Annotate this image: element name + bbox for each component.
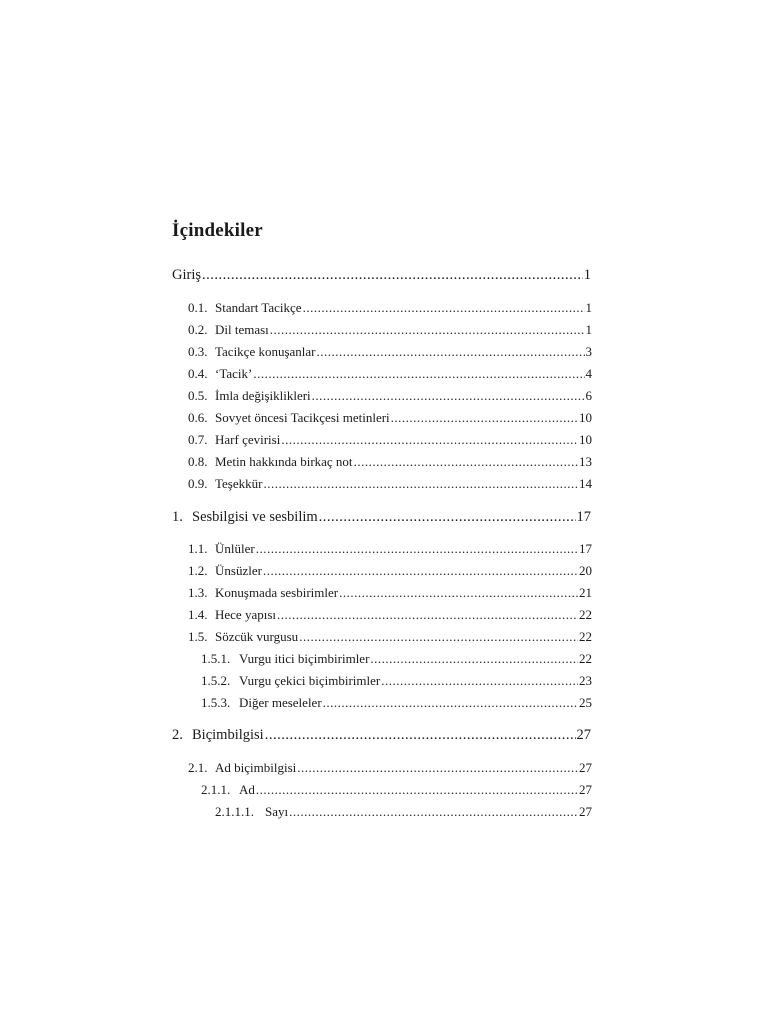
toc-entry-number: 1.5.2. bbox=[201, 673, 231, 688]
dot-leader bbox=[299, 629, 578, 645]
toc-title: İçindekiler bbox=[172, 220, 263, 241]
toc-entry-number: 0.3. bbox=[188, 344, 208, 359]
toc-entry-label: Ad bbox=[239, 782, 255, 797]
toc-entry-page: 22 bbox=[579, 629, 592, 644]
toc-entry[interactable] bbox=[188, 541, 592, 557]
dot-leader bbox=[289, 804, 578, 820]
toc-entry-label: Ad biçimbilgisi bbox=[215, 760, 297, 775]
toc-entry-page: 20 bbox=[579, 563, 592, 578]
toc-entry-page: 14 bbox=[579, 476, 592, 491]
toc-entry-label: Diğer meseleler bbox=[239, 695, 322, 710]
toc-entry-label: Vurgu çekici biçimbirimler bbox=[239, 673, 381, 688]
toc-entry-number: 0.9. bbox=[188, 476, 208, 491]
toc-entry-label: Sovyet öncesi Tacikçesi metinleri bbox=[215, 410, 390, 425]
toc-entry-number: 0.1. bbox=[188, 300, 208, 315]
toc-entry[interactable] bbox=[188, 454, 592, 470]
toc-entry[interactable] bbox=[172, 509, 591, 525]
toc-entry-number: 1.4. bbox=[188, 607, 208, 622]
dot-leader bbox=[317, 344, 585, 360]
toc-entry-page: 27 bbox=[576, 727, 591, 743]
dot-leader bbox=[281, 432, 578, 448]
toc-entry-number: 1.5.3. bbox=[201, 695, 231, 710]
dot-leader bbox=[370, 651, 578, 667]
dot-leader bbox=[265, 727, 576, 743]
toc-entry[interactable] bbox=[188, 300, 592, 316]
toc-entry-number: 1. bbox=[172, 509, 183, 525]
toc-entry[interactable] bbox=[201, 782, 592, 798]
toc-entry-number: 0.6. bbox=[188, 410, 208, 425]
toc-entry-page: 1 bbox=[583, 267, 591, 283]
toc-entry-number: 2.1.1. bbox=[201, 782, 231, 797]
toc-entry-page: 6 bbox=[585, 388, 592, 403]
dot-leader bbox=[319, 509, 576, 525]
toc-entry-page: 17 bbox=[579, 541, 592, 556]
toc-entry-label: Metin hakkında birkaç not bbox=[215, 454, 353, 469]
toc-entry-page: 23 bbox=[579, 673, 592, 688]
toc-entry-number: 1.2. bbox=[188, 563, 208, 578]
toc-entry-label: Biçimbilgisi bbox=[192, 727, 264, 743]
toc-entry-number: 1.1. bbox=[188, 541, 208, 556]
toc-entry[interactable] bbox=[188, 476, 592, 492]
toc-entry[interactable] bbox=[201, 695, 592, 711]
toc-entry[interactable] bbox=[188, 760, 592, 776]
toc-entry-number: 0.8. bbox=[188, 454, 208, 469]
toc-entry-number: 1.5. bbox=[188, 629, 208, 644]
toc-entry[interactable] bbox=[188, 585, 592, 601]
dot-leader bbox=[381, 673, 578, 689]
toc-entry-label: Dil teması bbox=[215, 322, 269, 337]
toc-entry-label: Sözcük vurgusu bbox=[215, 629, 299, 644]
toc-entry[interactable] bbox=[188, 388, 592, 404]
toc-entry[interactable] bbox=[201, 673, 592, 689]
toc-entry-number: 1.5.1. bbox=[201, 651, 231, 666]
toc-entry-number: 2.1. bbox=[188, 760, 208, 775]
toc-entry[interactable] bbox=[188, 322, 592, 338]
toc-entry-label: Standart Tacikçe bbox=[215, 300, 302, 315]
toc-entry[interactable] bbox=[188, 629, 592, 645]
toc-entry-page: 21 bbox=[579, 585, 592, 600]
dot-leader bbox=[270, 322, 585, 338]
toc-entry-page: 25 bbox=[579, 695, 592, 710]
toc-entry-page: 4 bbox=[585, 366, 592, 381]
toc-entry-number: 0.7. bbox=[188, 432, 208, 447]
toc-entry[interactable] bbox=[172, 267, 591, 283]
toc-entry[interactable] bbox=[201, 651, 592, 667]
dot-leader bbox=[202, 267, 583, 283]
toc-entry-label: Giriş bbox=[172, 267, 201, 283]
toc-entry-page: 13 bbox=[579, 454, 592, 469]
dot-leader bbox=[391, 410, 578, 426]
toc-entry-page: 17 bbox=[576, 509, 591, 525]
toc-entry-page: 27 bbox=[579, 760, 592, 775]
toc-entry-label: Teşekkür bbox=[215, 476, 263, 491]
toc-entry[interactable] bbox=[188, 344, 592, 360]
toc-entry-label: İmla değişiklikleri bbox=[215, 388, 311, 403]
dot-leader bbox=[263, 476, 578, 492]
toc-entry-page: 27 bbox=[579, 782, 592, 797]
toc-entry[interactable] bbox=[188, 563, 592, 579]
toc-entry[interactable] bbox=[188, 410, 592, 426]
dot-leader bbox=[263, 563, 578, 579]
toc-entry-page: 1 bbox=[585, 300, 592, 315]
dot-leader bbox=[297, 760, 578, 776]
toc-entry-label: Sesbilgisi ve sesbilim bbox=[192, 509, 318, 525]
toc-entry-label: Konuşmada sesbirimler bbox=[215, 585, 339, 600]
toc-entry-label: Ünsüzler bbox=[215, 563, 262, 578]
dot-leader bbox=[277, 607, 578, 623]
dot-leader bbox=[303, 300, 585, 316]
toc-entry-page: 10 bbox=[579, 432, 592, 447]
toc-entry-label: Vurgu itici biçimbirimler bbox=[239, 651, 370, 666]
dot-leader bbox=[312, 388, 585, 404]
toc-entry-label: ‘Tacik’ bbox=[215, 366, 253, 381]
toc-entry-page: 10 bbox=[579, 410, 592, 425]
dot-leader bbox=[256, 541, 578, 557]
toc-entry[interactable] bbox=[188, 432, 592, 448]
toc-entry-page: 3 bbox=[585, 344, 592, 359]
toc-entry-page: 1 bbox=[585, 322, 592, 337]
toc-entry-number: 0.2. bbox=[188, 322, 208, 337]
toc-entry[interactable] bbox=[172, 727, 591, 743]
toc-entry[interactable] bbox=[188, 366, 592, 382]
toc-entry-label: Ünlüler bbox=[215, 541, 255, 556]
toc-entry-label: Sayı bbox=[265, 804, 289, 819]
toc-entry[interactable] bbox=[215, 804, 592, 820]
toc-entry-number: 2.1.1.1. bbox=[215, 804, 254, 819]
dot-leader bbox=[256, 782, 578, 798]
toc-entry-page: 22 bbox=[579, 607, 592, 622]
toc-entry[interactable] bbox=[188, 607, 592, 623]
toc-entry-label: Tacikçe konuşanlar bbox=[215, 344, 316, 359]
toc-entry-page: 22 bbox=[579, 651, 592, 666]
toc-entry-number: 0.5. bbox=[188, 388, 208, 403]
toc-entry-label: Harf çevirisi bbox=[215, 432, 281, 447]
toc-entry-label: Hece yapısı bbox=[215, 607, 277, 622]
toc-entry-number: 1.3. bbox=[188, 585, 208, 600]
toc-entry-page: 27 bbox=[579, 804, 592, 819]
dot-leader bbox=[339, 585, 578, 601]
toc-entry-number: 0.4. bbox=[188, 366, 208, 381]
dot-leader bbox=[323, 695, 578, 711]
dot-leader bbox=[354, 454, 578, 470]
dot-leader bbox=[253, 366, 584, 382]
toc-entry-number: 2. bbox=[172, 727, 183, 743]
